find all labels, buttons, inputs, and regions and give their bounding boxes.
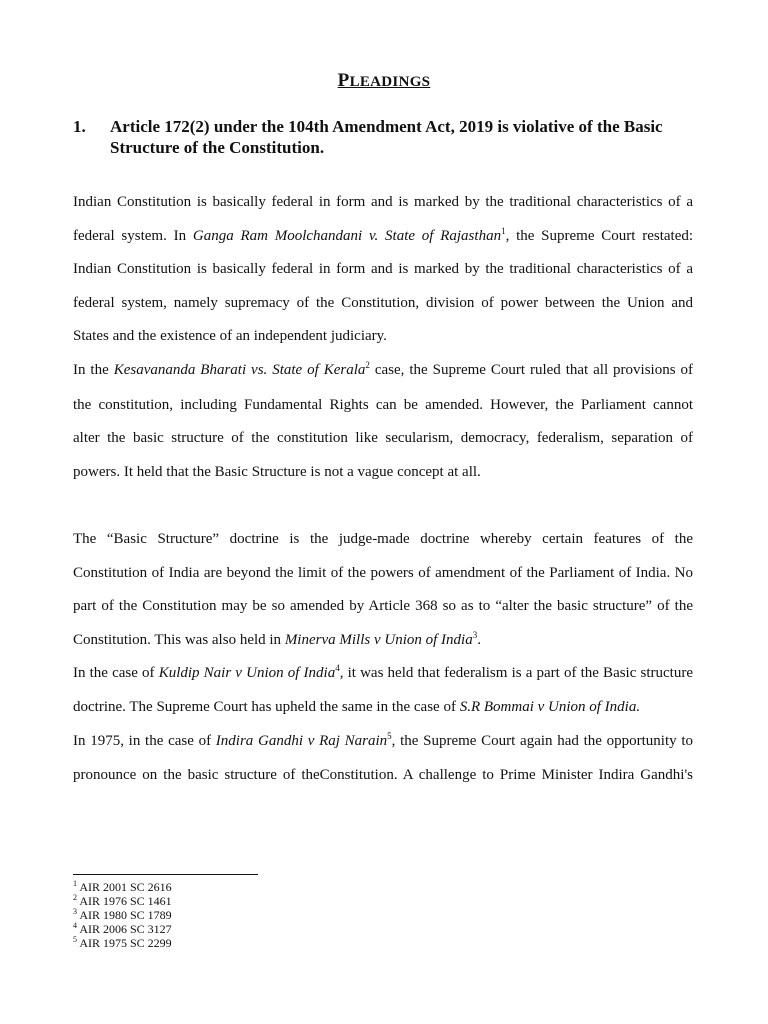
footnote-ref: 3 [472, 630, 478, 640]
title-initial: P [337, 70, 350, 91]
text-run: , the Supreme Court again had the opportunity to [391, 733, 694, 749]
text-run: , it was held that federalism is a part of the Basic structure [339, 665, 694, 681]
footnote-mark: 1 [73, 879, 77, 888]
footnote [73, 936, 373, 950]
para-line [73, 360, 693, 380]
text-run: doctrine. The Supreme Court has upheld the same in the case of [73, 699, 460, 715]
footnote-mark: 5 [73, 935, 77, 944]
para-line [73, 731, 693, 751]
para-line: pronounce on the basic structure of theConstitution. A challenge to Prime Minister Indira Gandhi's [73, 767, 693, 783]
text-run: , the Supreme Court restated: [505, 228, 694, 244]
footnote [73, 880, 373, 894]
footnote-text: AIR 2006 SC 3127 [77, 922, 172, 936]
text-run: . [477, 632, 481, 648]
footnote-mark: 3 [73, 907, 77, 916]
footnote-ref: 5 [387, 731, 392, 741]
para-line [73, 663, 693, 683]
para-line: States and the existence of an independent judiciary. [73, 328, 387, 344]
text-run: Constitution. This was also held in [73, 632, 285, 648]
text-run: federal system. In [73, 228, 193, 244]
footnote [73, 908, 373, 922]
case-name: Minerva Mills v Union of India [284, 632, 473, 648]
para-line: alter the basic structure of the constitution like secularism, democracy, federalism, separation of [73, 430, 693, 446]
para-line: The “Basic Structure” doctrine is the judge-made doctrine whereby certain features of the [73, 531, 693, 547]
case-name: Kesavananda Bharati vs. State of Kerala [113, 362, 366, 378]
case-name: Ganga Ram Moolchandani v. State of Rajasthan [192, 228, 502, 244]
footnote-mark: 4 [73, 921, 77, 930]
text-run: case, the Supreme Court ruled that all provisions of [369, 362, 693, 378]
text-run: In the [73, 362, 114, 378]
footnote [73, 922, 373, 936]
para-line: the constitution, including Fundamental Rights can be amended. However, the Parliament cannot [73, 397, 693, 413]
case-name: Indira Gandhi v Raj Narain [215, 733, 388, 749]
section-number: 1. [73, 117, 86, 136]
para-line: powers. It held that the Basic Structure is not a vague concept at all. [73, 464, 481, 480]
title-rest: LEADINGS [349, 74, 431, 90]
para-line [73, 697, 693, 717]
para-line: federal system, namely supremacy of the Constitution, division of power between the Union and [73, 295, 693, 311]
footnote-ref: 1 [501, 226, 506, 236]
footnote-mark: 2 [73, 893, 77, 902]
footnote-text: AIR 1980 SC 1789 [77, 908, 172, 922]
footnote-text: AIR 1976 SC 1461 [77, 894, 172, 908]
footnote [73, 894, 373, 908]
section-heading-text: Article 172(2) under the 104th Amendment Act, 2019 is violative of the Basic Structure of the Constitution. [110, 117, 663, 157]
footnote-text: AIR 2001 SC 2616 [77, 880, 172, 894]
footnote-separator [73, 874, 258, 875]
section-heading [73, 116, 693, 158]
text-run: In 1975, in the case of [73, 733, 216, 749]
footnote-ref: 2 [365, 360, 370, 370]
para-line: part of the Constitution may be so amended by Article 368 so as to “alter the basic structure” of the [73, 598, 693, 614]
para-line: Indian Constitution is basically federal in form and is marked by the traditional characteristics of a [73, 261, 693, 277]
para-line: Indian Constitution is basically federal in form and is marked by the traditional characteristics of a [73, 194, 693, 210]
para-line [73, 226, 693, 246]
footnote-ref: 4 [335, 663, 340, 673]
para-line [73, 630, 693, 650]
para-line: Constitution of India are beyond the limit of the powers of amendment of the Parliament of India. No [73, 565, 693, 581]
page-title [0, 70, 768, 92]
case-name: Kuldip Nair v Union of India [158, 665, 336, 681]
case-name: S.R Bommai v Union of India. [459, 699, 641, 715]
text-run: In the case of [73, 665, 159, 681]
footnote-text: AIR 1975 SC 2299 [77, 936, 172, 950]
